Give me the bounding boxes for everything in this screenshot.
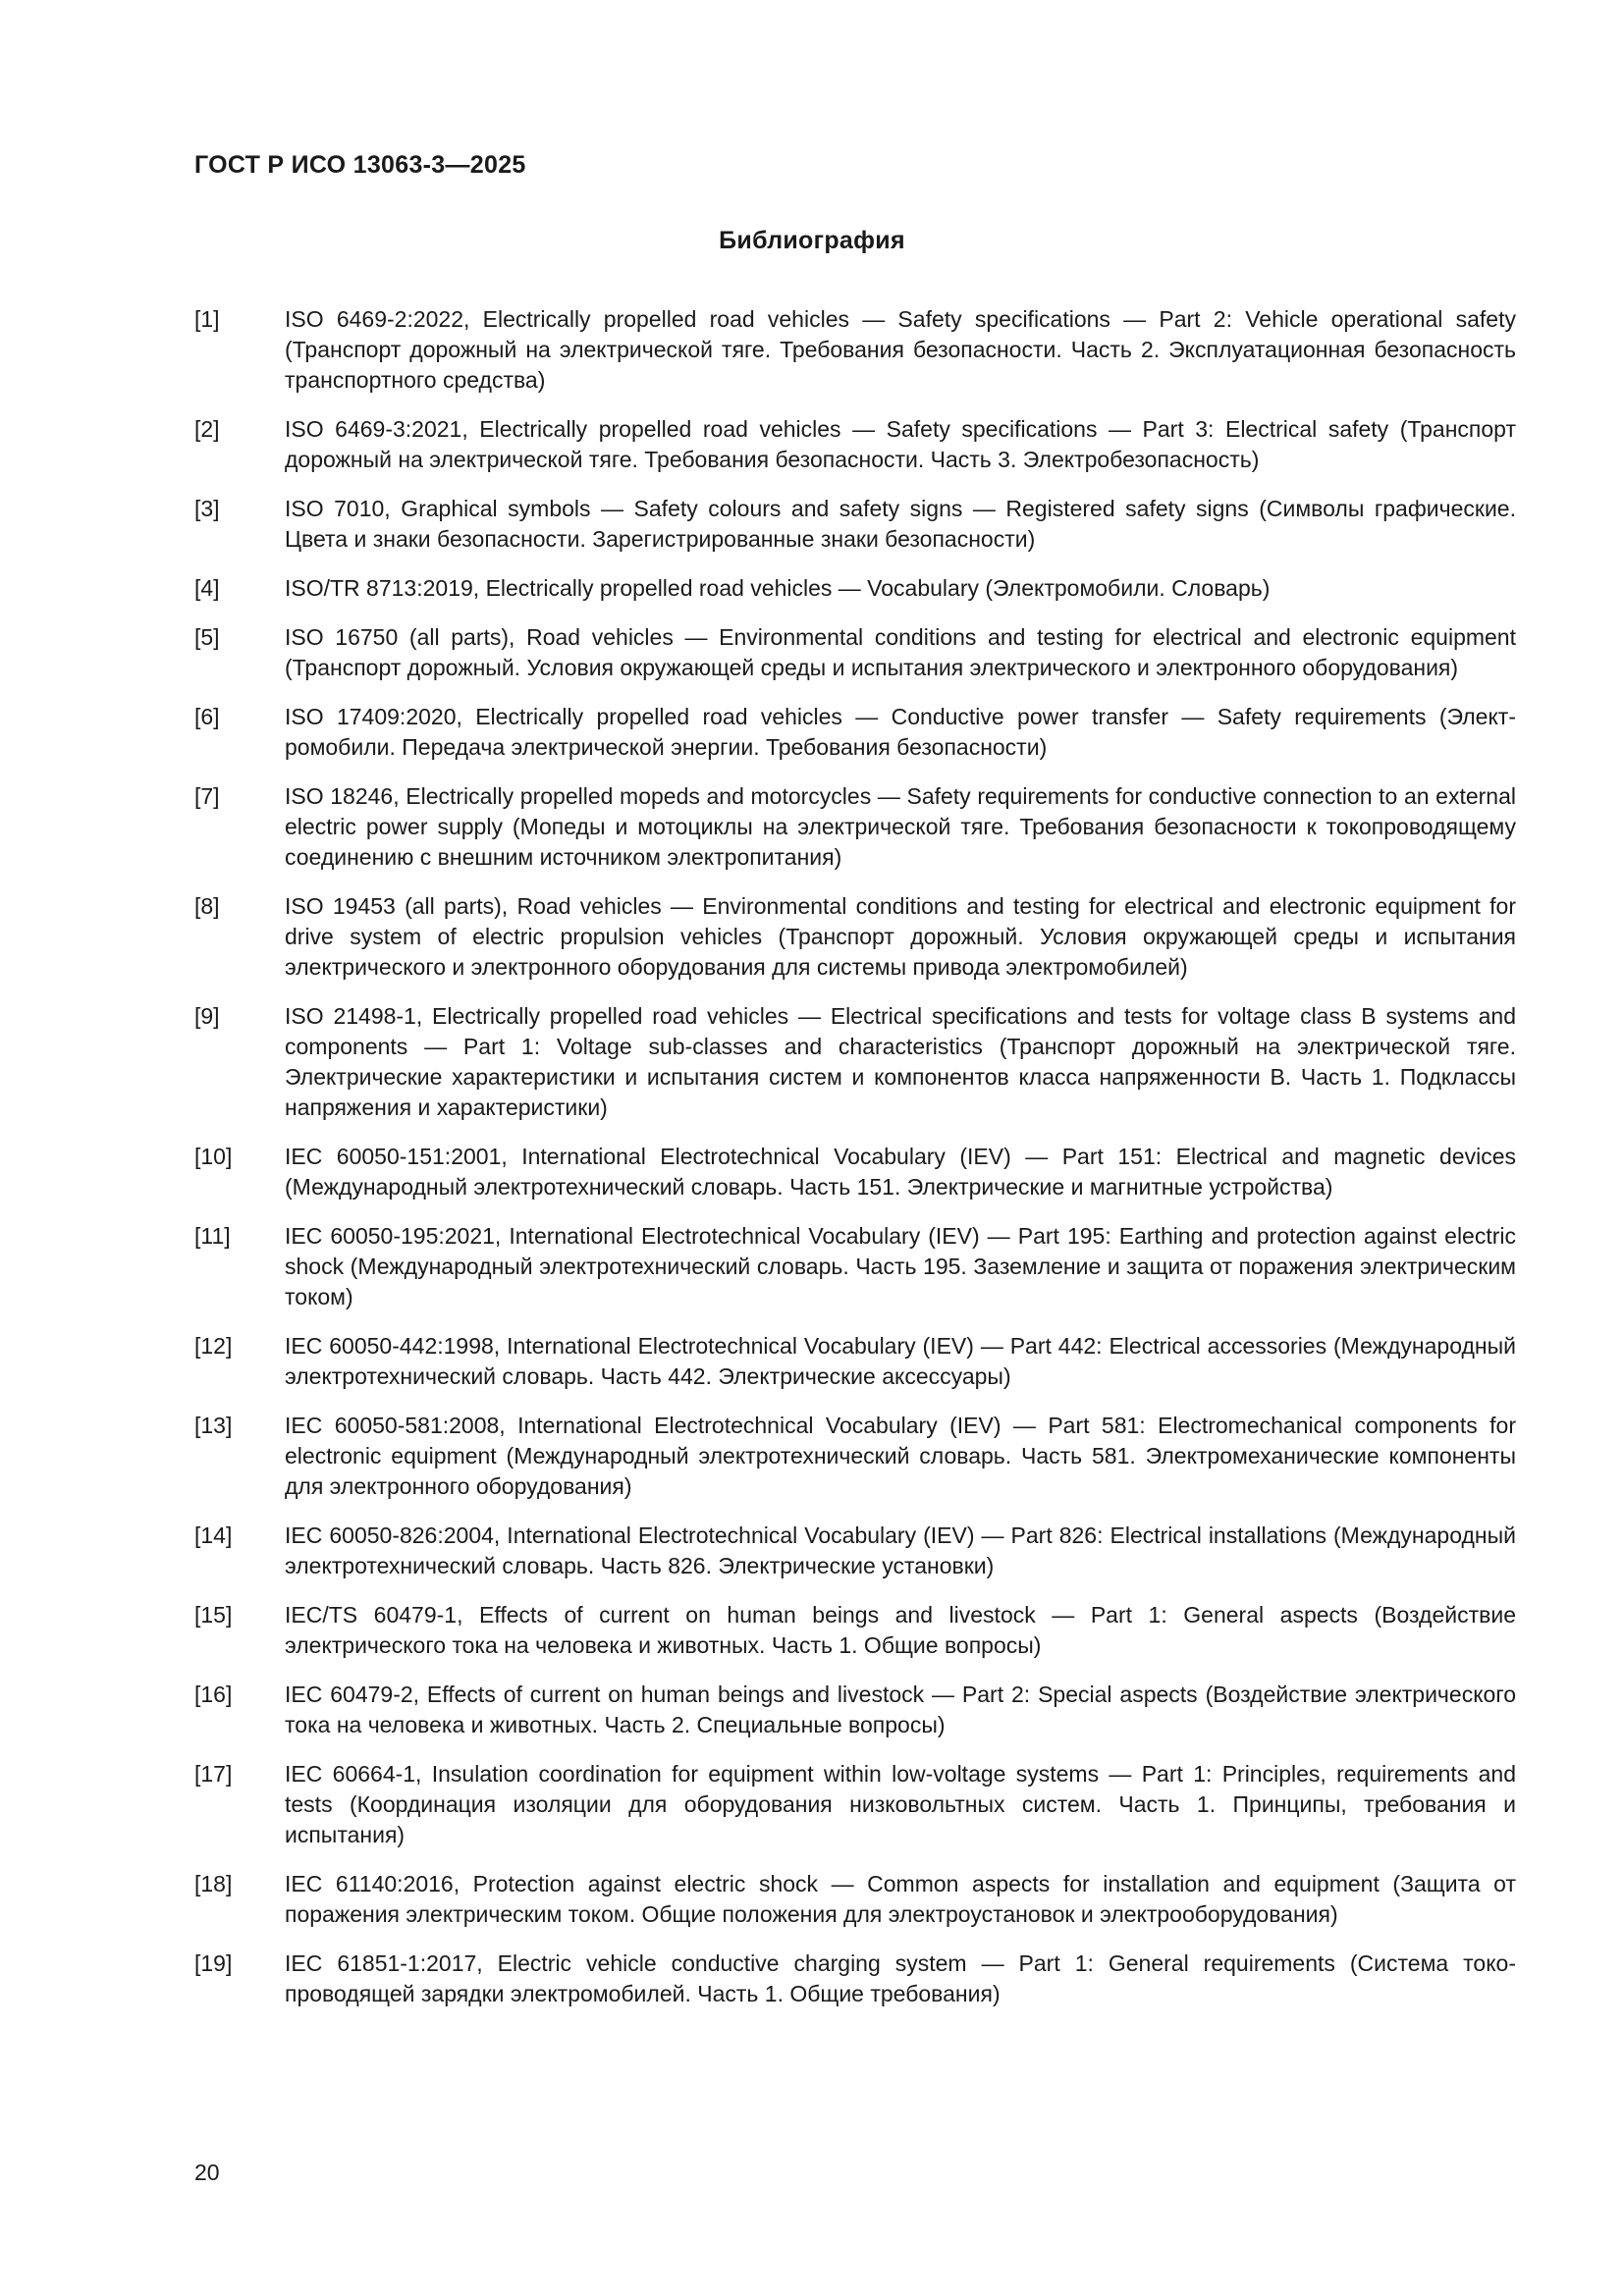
entry-text: ISO 16750 (all parts), Road vehicles — Environmental conditions and testing for electrical and electronic equipment (Транспорт дорожный. Условия окружающей среды и испытания электрического и электронного оборудования) xyxy=(285,624,1516,680)
entry-number: [16] xyxy=(194,1682,233,1707)
entry-number: [12] xyxy=(194,1333,233,1359)
bibliography-entry xyxy=(194,573,1516,604)
entry-number: [3] xyxy=(194,496,220,521)
entry-number: [15] xyxy=(194,1602,233,1628)
entry-number: [6] xyxy=(194,704,220,729)
entry-text: ISO 6469-3:2021, Electrically propelled road vehicles — Safety specifications — Part 3: Electrical safety (Транспорт дорожный на электрической тяге. Требования безопасности. Часть 3. Электробезопасность) xyxy=(285,416,1516,472)
document-code: ГОСТ Р ИСО 13063-3—2025 xyxy=(194,151,526,179)
entry-number: [14] xyxy=(194,1522,233,1548)
entry-number: [5] xyxy=(194,624,220,650)
bibliography-entry xyxy=(194,1600,1516,1661)
bibliography-entry xyxy=(194,1521,1516,1581)
bibliography-entry xyxy=(194,702,1516,763)
entry-text: ISO 19453 (all parts), Road vehicles — Environmental conditions and testing for electrical and electronic equipment for drive system of electric propulsion vehicles (Транспорт дорожный. Условия окружающей среды и испытания электрического и электронного оборудования для системы привода электромобилей) xyxy=(285,893,1516,980)
entry-number: [10] xyxy=(194,1144,233,1169)
entry-text: ISO 21498-1, Electrically propelled road vehicles — Electrical specifications and tests for voltage class B systems and components — Part 1: Voltage sub-classes and characteristics (Транспорт дорожный на электрической тяге. Электрические характеристики и испытания систем и компонентов класса напряженности B. Часть 1. Подклассы напряжения и характеристики) xyxy=(285,1003,1516,1120)
entry-number: [7] xyxy=(194,783,220,809)
entry-number: [8] xyxy=(194,893,220,919)
entry-text: IEC 60050-581:2008, International Electrotechnical Vocabulary (IEV) — Part 581: Electromechanical components for electronic equipment (Международный электротехнический словарь. Часть 581. Электромеханические компоненты для электронного оборудования) xyxy=(285,1413,1516,1499)
bibliography-entry xyxy=(194,304,1516,396)
bibliography-entry xyxy=(194,622,1516,683)
bibliography-entry xyxy=(194,1221,1516,1312)
entry-number: [1] xyxy=(194,306,220,332)
bibliography-entry xyxy=(194,1869,1516,1930)
entry-text: IEC 60479-2, Effects of current on human beings and livestock — Part 2: Special aspects (Воздействие электрического тока на человека и животных. Часть 2. Специальные вопросы) xyxy=(285,1682,1516,1737)
entry-number: [13] xyxy=(194,1413,233,1438)
bibliography-entry xyxy=(194,891,1516,983)
entry-text: IEC 60050-151:2001, International Electrotechnical Vocabulary (IEV) — Part 151: Electrical and magnetic devices (Международный электротехнический словарь. Часть 151. Электрические и магнитные устройства) xyxy=(285,1144,1516,1200)
entry-text: IEC 61851-1:2017, Electric vehicle conductive charging system — Part 1: General requirements (Система токопроводящей зарядки электромобилей. Часть 1. Общие требования) xyxy=(285,1950,1516,2006)
entry-number: [18] xyxy=(194,1871,233,1896)
entry-text: IEC 61140:2016, Protection against electric shock — Common aspects for installation and equipment (Защита от поражения электрическим током. Общие положения для электроустановок и электрооборудования) xyxy=(285,1871,1516,1927)
entry-text: ISO 7010, Graphical symbols — Safety colours and safety signs — Registered safety signs (Символы графические. Цвета и знаки безопасности. Зарегистрированные знаки безопасности) xyxy=(285,496,1516,552)
entry-text: ISO 6469-2:2022, Electrically propelled road vehicles — Safety specifications — Part 2: Vehicle operational safety (Транспорт дорожный на электрической тяге. Требования безопасности. Часть 2. Эксплуатационная безопасность транспортного средства) xyxy=(285,306,1516,393)
entry-number: [11] xyxy=(194,1223,231,1249)
bibliography-entry xyxy=(194,414,1516,475)
entry-text: IEC 60664-1, Insulation coordination for equipment within low-voltage systems — Part 1: Principles, requirements and tests (Координация изоляции для оборудования низковольтных систем. Часть 1. Принципы, требования и испытания) xyxy=(285,1761,1516,1847)
bibliography-entry xyxy=(194,1411,1516,1502)
entry-text: ISO 17409:2020, Electrically propelled road vehicles — Conductive power transfer — Safety requirements (Электромобили. Передача электрической энергии. Требования безопасности) xyxy=(285,704,1516,760)
entry-number: [17] xyxy=(194,1761,233,1787)
bibliography-list xyxy=(194,304,1516,2028)
entry-text: IEC 60050-195:2021, International Electrotechnical Vocabulary (IEV) — Part 195: Earthing and protection against electric shock (Международный электротехнический словарь. Часть 195. Заземление и защита от поражения электрическим током) xyxy=(285,1223,1516,1309)
bibliography-entry xyxy=(194,1680,1516,1740)
entry-text: IEC 60050-442:1998, International Electrotechnical Vocabulary (IEV) — Part 442: Electrical accessories (Международный электротехнический словарь. Часть 442. Электрические аксессуары) xyxy=(285,1333,1516,1389)
bibliography-entry xyxy=(194,494,1516,555)
bibliography-entry xyxy=(194,1949,1516,2009)
entry-text: ISO/TR 8713:2019, Electrically propelled road vehicles — Vocabulary (Электромобили. Словарь) xyxy=(285,575,1271,601)
entry-number: [9] xyxy=(194,1003,220,1029)
bibliography-entry xyxy=(194,781,1516,873)
bibliography-entry xyxy=(194,1331,1516,1392)
bibliography-entry xyxy=(194,1142,1516,1202)
entry-number: [4] xyxy=(194,575,220,601)
entry-text: IEC 60050-826:2004, International Electrotechnical Vocabulary (IEV) — Part 826: Electrical installations (Международный электротехнический словарь. Часть 826. Электрические установки) xyxy=(285,1522,1516,1578)
entry-text: IEC/TS 60479-1, Effects of current on human beings and livestock — Part 1: General aspects (Воздействие электрического тока на человека и животных. Часть 1. Общие вопросы) xyxy=(285,1602,1516,1658)
entry-number: [19] xyxy=(194,1950,233,1976)
bibliography-entry xyxy=(194,1759,1516,1850)
bibliography-entry xyxy=(194,1001,1516,1123)
section-title: Библиография xyxy=(719,227,905,254)
page-number: 20 xyxy=(194,2160,220,2185)
entry-text: ISO 18246, Electrically propelled mopeds and motorcycles — Safety requirements for conductive connection to an external electric power supply (Мопеды и мотоциклы на электрической тяге. Требования безопасности к токопроводящему соединению с внешним источником электропитания) xyxy=(285,783,1516,870)
entry-number: [2] xyxy=(194,416,220,442)
